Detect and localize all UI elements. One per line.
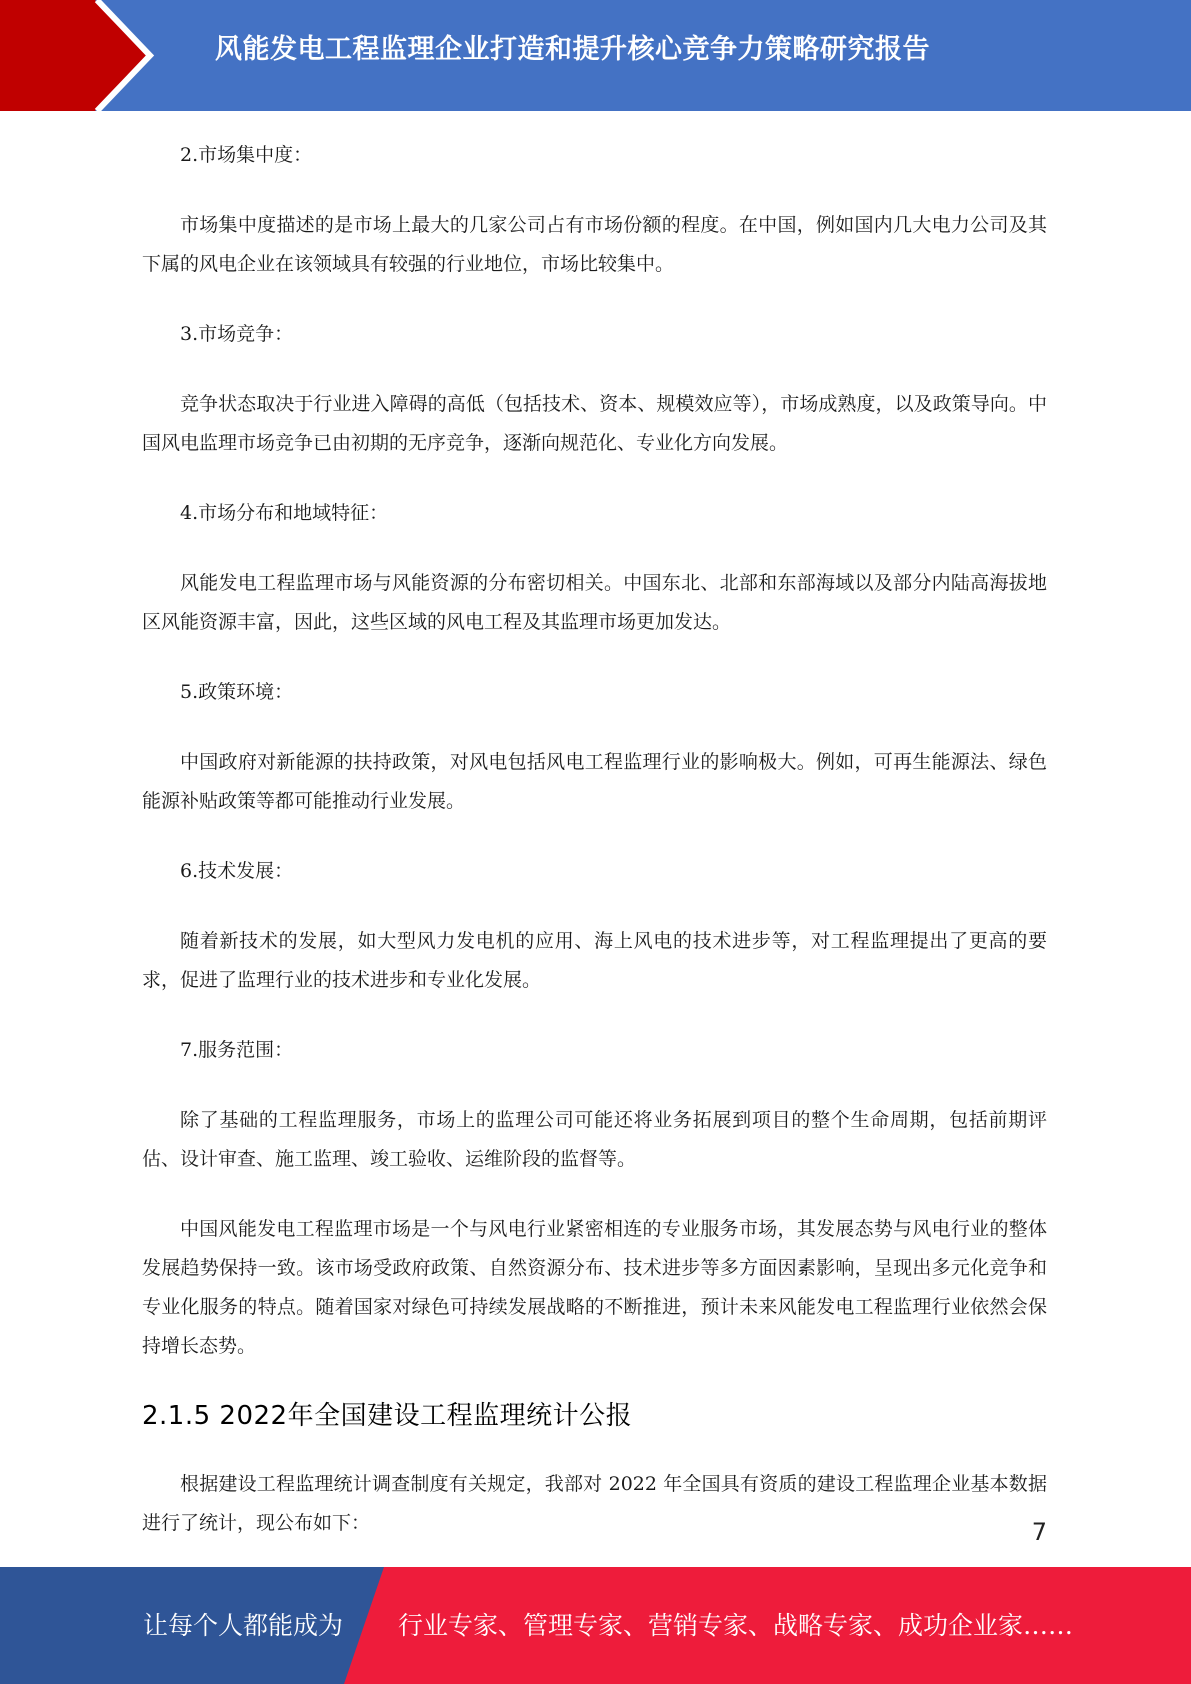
footer-slogan-right: 行业专家、管理专家、营销专家、战略专家、成功企业家…… xyxy=(398,1611,1074,1640)
report-title: 风能发电工程监理企业打造和提升核心竞争力策略研究报告 xyxy=(215,34,930,65)
body-paragraph: 市场集中度描述的是市场上最大的几家公司占有市场份额的程度。在中国，例如国内几大电力公司及其下属的风电企业在该领域具有较强的行业地位，市场比较集中。 xyxy=(142,214,1047,275)
body-paragraph: 根据建设工程监理统计调查制度有关规定，我部对 2022 年全国具有资质的建设工程监理企业基本数据进行了统计，现公布如下： xyxy=(142,1473,1047,1534)
summary-paragraph: 中国风能发电工程监理市场是一个与风电行业紧密相连的专业服务市场，其发展态势与风电行业的整体发展趋势保持一致。该市场受政府政策、自然资源分布、技术进步等多方面因素影响，呈现出多元化竞争和专业化服务的特点。随着国家对绿色可持续发展战略的不断推进，预计未来风能发电工程监理行业依然会保持增长态势。 xyxy=(142,1218,1047,1357)
body-paragraph: 风能发电工程监理市场与风能资源的分布密切相关。中国东北、北部和东部海域以及部分内陆高海拔地区风能资源丰富，因此，这些区域的风电工程及其监理市场更加发达。 xyxy=(142,572,1047,633)
list-item-heading: 7.服务范围： xyxy=(180,1039,294,1061)
body-paragraph: 中国政府对新能源的扶持政策，对风电包括风电工程监理行业的影响极大。例如，可再生能源法、绿色能源补贴政策等都可能推动行业发展。 xyxy=(142,751,1047,812)
footer-slogan-left: 让每个人都能成为 xyxy=(143,1611,344,1640)
header-arrow-icon xyxy=(0,0,200,111)
list-item-heading: 2.市场集中度： xyxy=(180,144,313,166)
list-item-heading: 4.市场分布和地域特征： xyxy=(180,502,389,524)
page-footer xyxy=(0,1567,1191,1684)
section-heading: 2.1.5 2022年全国建设工程监理统计公报 xyxy=(142,1401,633,1431)
list-item-heading: 5.政策环境： xyxy=(180,681,294,703)
list-item-heading: 3.市场竞争： xyxy=(180,323,294,345)
page-header xyxy=(0,0,1191,111)
body-paragraph: 随着新技术的发展，如大型风力发电机的应用、海上风电的技术进步等，对工程监理提出了更高的要求，促进了监理行业的技术进步和专业化发展。 xyxy=(142,930,1047,991)
body-paragraph: 除了基础的工程监理服务，市场上的监理公司可能还将业务拓展到项目的整个生命周期，包括前期评估、设计审查、施工监理、竣工验收、运维阶段的监督等。 xyxy=(142,1109,1047,1170)
body-paragraph: 竞争状态取决于行业进入障碍的高低（包括技术、资本、规模效应等），市场成熟度，以及政策导向。中国风电监理市场竞争已由初期的无序竞争，逐渐向规范化、专业化方向发展。 xyxy=(142,393,1047,454)
list-item-heading: 6.技术发展： xyxy=(180,860,294,882)
page-body xyxy=(142,136,1047,1574)
page-number: 7 xyxy=(1031,1518,1047,1546)
